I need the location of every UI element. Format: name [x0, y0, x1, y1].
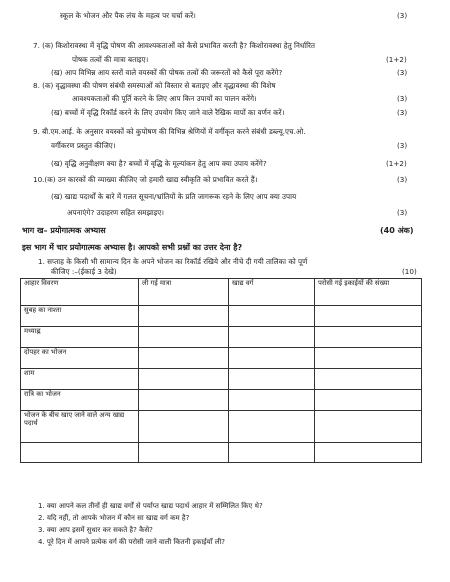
marks: (3)	[397, 208, 408, 217]
exercise-line: कीजिए :–(ईकाई 3 देखे)	[51, 267, 117, 276]
marks: (3)	[397, 94, 408, 103]
followup-question: 3. क्या आप इसमें सुधार कर सकते है? कैसे?	[38, 526, 153, 534]
followup-question: 2. यदि नहीं, तो आपके भोजन में कौन सा खाद्य वर्ग कम है?	[38, 514, 190, 522]
table-cell	[315, 443, 422, 463]
table-row	[21, 443, 422, 463]
marks: (3)	[397, 68, 408, 77]
followup-question: 1. क्या आपने कल तीनों ही खाद्य वर्गों से पर्याप्त खाद्य पदार्थ आहार में सम्मिलित किए थे?	[38, 502, 263, 510]
table-cell	[315, 369, 422, 390]
table-cell	[229, 369, 315, 390]
table-cell	[139, 390, 229, 411]
table-cell	[139, 443, 229, 463]
exercise-line: 1. सप्ताह के किसी भी सामान्य दिन के अपने भोजन का रिकॉर्ड रखिये और नीचे दी गयी तालिका को पूर्ण	[38, 257, 308, 266]
table-header-row	[21, 279, 422, 306]
marks: (3)	[397, 141, 408, 150]
meal-label: शाम	[21, 369, 139, 390]
meal-label: रात्रि का भोजन	[21, 390, 139, 411]
question-line: (ख) खाद्य पदार्थों के बारे में गलत सूचना/भ्रांतियों के प्रति जागरूक रहने के लिए आप क्या उपाय	[51, 192, 297, 201]
table-cell	[139, 306, 229, 327]
question-line: 7. (क) किशोरावस्था में वृद्धि पोषण की आवश्यकताओं को कैसे प्रभावित करती है? किशोरावस्था हेतु निर्धारित	[33, 41, 316, 50]
question-line: पोषक तत्वों की मात्रा बताइए।	[72, 55, 149, 64]
table-header-cell: परोसी गई इकाईयों की संख्या	[315, 279, 422, 306]
marks: (1+2)	[386, 159, 407, 168]
table-cell	[229, 348, 315, 369]
table-row	[21, 390, 422, 411]
meal-label: दोपहर का भोजन	[21, 348, 139, 369]
exercise-marks: (10)	[402, 267, 417, 276]
table-cell	[315, 306, 422, 327]
question-line: 9. बी.एम.आई. के अनुसार वयस्कों को कुपोषण की विभिन्न श्रेणियों में वर्गीकृत करने संबंधी डब्ल्यू.एच.ओ.	[33, 127, 306, 136]
question-line: स्कूल के भोजन और पैक लंच के महत्व पर चर्चा करें।	[60, 11, 196, 20]
table-cell	[139, 411, 229, 443]
section-heading: भाग ख– प्रयोगात्मक अभ्यास	[22, 226, 106, 235]
table-cell	[139, 327, 229, 348]
marks: (3)	[397, 175, 408, 184]
table-row	[21, 327, 422, 348]
table-header-cell: खाद्य वर्ग	[229, 279, 315, 306]
table-cell	[315, 390, 422, 411]
question-line: 10.(क) उन कारकों की व्याख्या कीजिए जो हमारी खाद्य स्वीकृति को प्रभावित करते हैं।	[33, 175, 258, 184]
table-row	[21, 348, 422, 369]
table-cell	[139, 348, 229, 369]
meal-label: भोजन के बीच खाए जाने वाले अन्य खाद्य पदार्थ	[21, 411, 139, 443]
table-cell	[315, 411, 422, 443]
table-cell	[229, 327, 315, 348]
question-line: (ख) आप विभिन्न आय स्तरों वाले वयस्कों की पोषक तत्वों की जरूरतों को कैसे पूरा करेंगे?	[51, 68, 283, 77]
table-header-cell: आहार विवरण	[21, 279, 139, 306]
section-marks: (40 अंक)	[380, 226, 414, 235]
question-line: वर्गीकरण प्रस्तुत कीजिए।	[51, 141, 116, 150]
food-record-table	[20, 278, 422, 463]
marks: (3)	[397, 11, 408, 20]
meal-label: मध्याह्न	[21, 327, 139, 348]
question-line: अपनाएंगे? उदाहरण सहित समझाइए।	[67, 208, 164, 217]
section-instruction: इस भाग में चार प्रयोगात्मक अभ्यास है। आपको सभी प्रश्नों का उत्तर देना है?	[22, 243, 243, 252]
followup-question: 4. पूरे दिन में आपने प्रत्येक वर्ग की परोसी जाने वाली कितनी इकाईयाँ ली?	[38, 538, 225, 546]
question-line: (ख) वृद्धि अनुवीक्षण क्या है? बच्चों में वृद्धि के मूल्यांकन हेतु आप क्या उपाय करेंगे?	[51, 159, 267, 168]
table-header-cell: ली गई मात्रा	[139, 279, 229, 306]
question-line: (ख) बच्चों में वृद्धि रिकॉर्ड करने के लिए उपयोग किए जाने वाले रैखिक मापों का वर्णन करें।	[51, 108, 285, 117]
question-line: आवश्यकताओं की पूर्ति करने के लिए आप किन उपायों का पालन करेंगे।	[72, 94, 257, 103]
question-line: 8. (क) वृद्धावस्था की पोषण संबंधी समस्याओं को विस्तार से बताइए और वृद्धावस्था की विशेष	[33, 81, 276, 90]
meal-label: सुबह का नाश्ता	[21, 306, 139, 327]
table-row	[21, 411, 422, 443]
table-row	[21, 369, 422, 390]
table-row	[21, 306, 422, 327]
table-cell	[139, 369, 229, 390]
table-cell	[229, 306, 315, 327]
table-cell	[229, 390, 315, 411]
marks: (3)	[397, 108, 408, 117]
meal-label	[21, 443, 139, 463]
marks: (1+2)	[386, 55, 407, 64]
table-cell	[315, 348, 422, 369]
table-cell	[315, 327, 422, 348]
table-cell	[229, 443, 315, 463]
table-cell	[229, 411, 315, 443]
